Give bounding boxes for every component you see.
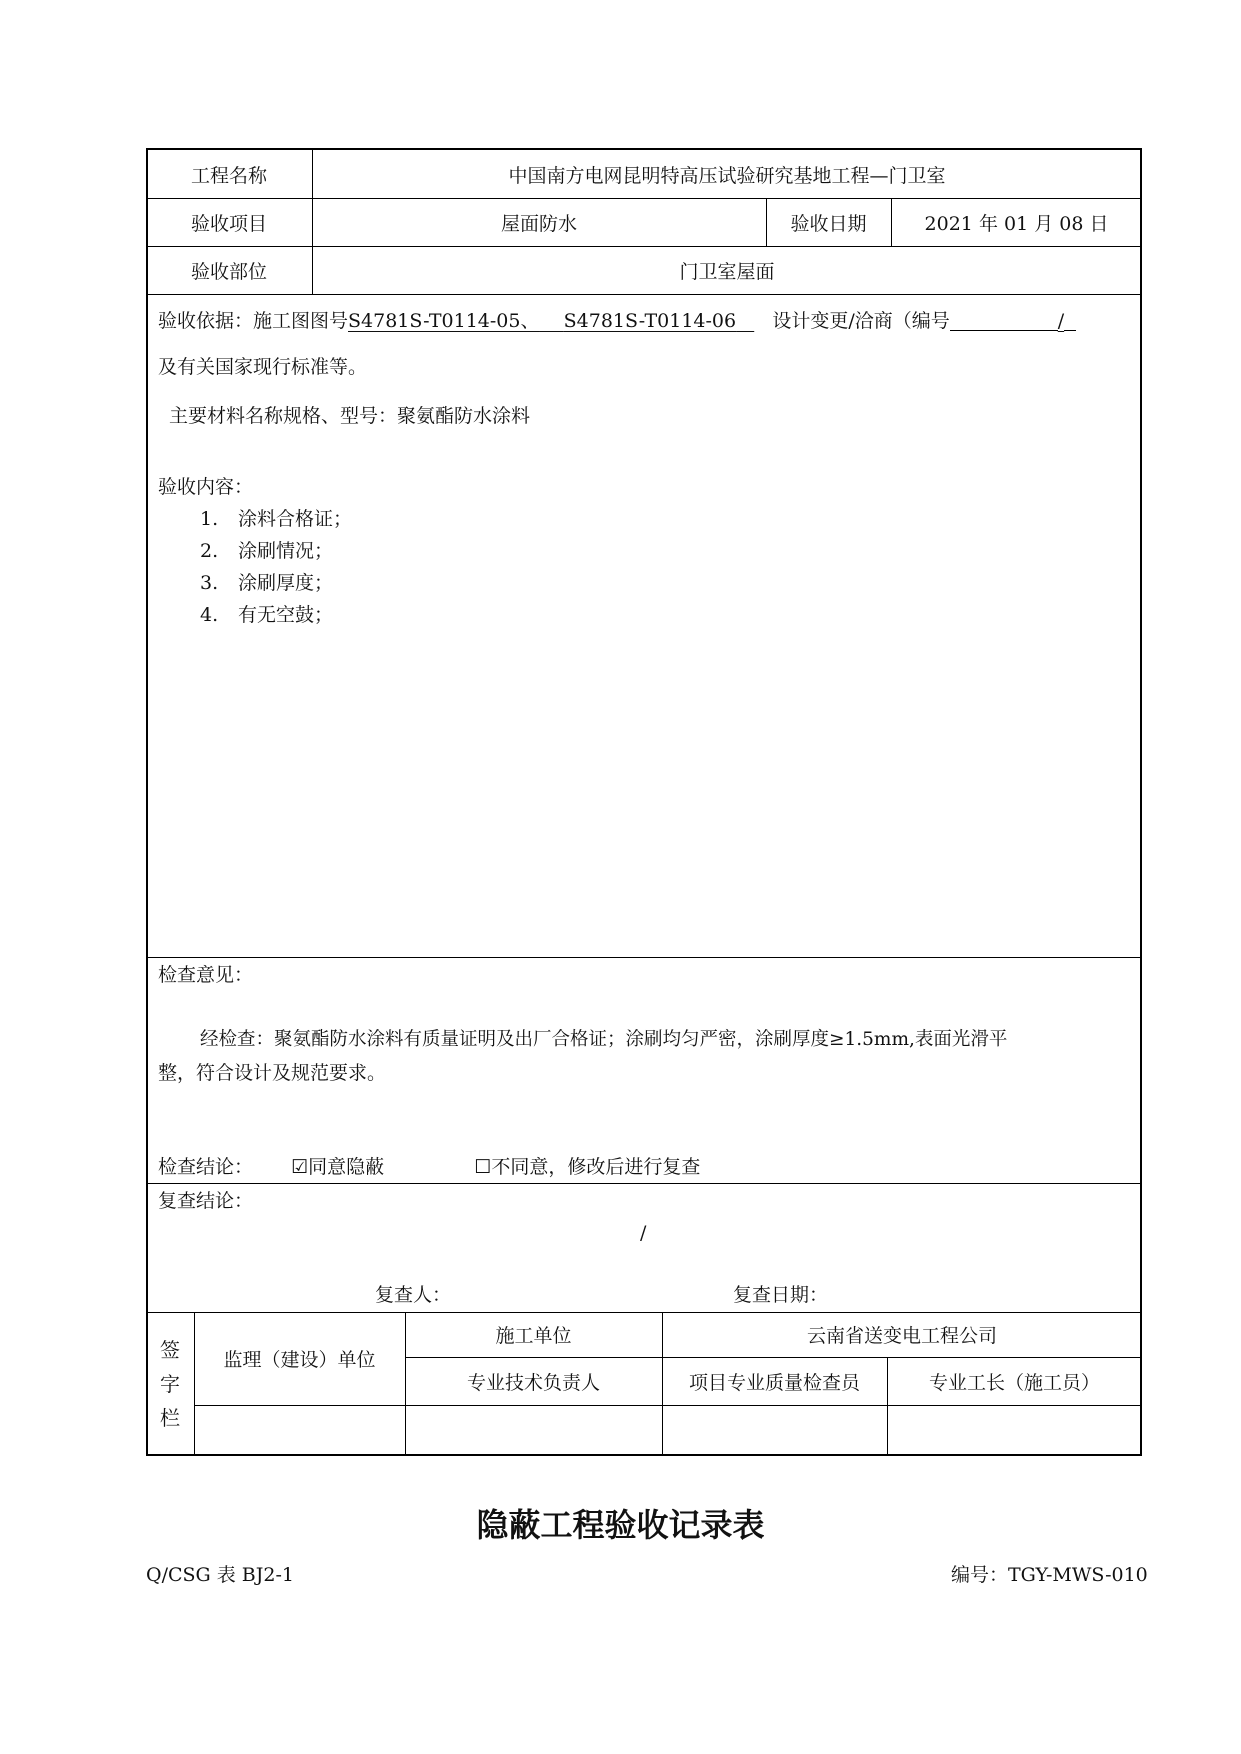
form-title: 隐蔽工程验收记录表 (476, 1506, 765, 1544)
row-divider (146, 294, 1142, 295)
project-name-value: 中国南方电网昆明特高压试验研究基地工程—门卫室 (508, 164, 946, 187)
review-date-label: 复查日期： (733, 1284, 829, 1306)
content-label: 验收内容： (158, 476, 254, 498)
date-label: 验收日期 (790, 212, 867, 235)
part-label: 验收部位 (190, 260, 267, 283)
date-value: 2021 年 01 月 08 日 (924, 212, 1109, 235)
list-item-text: 涂料合格证； (238, 508, 353, 530)
list-item (200, 606, 333, 625)
form-code: Q/CSG 表 BJ2-1 (146, 1564, 294, 1586)
qc-inspector-label: 项目专业质量检查员 (688, 1371, 860, 1394)
list-item (200, 542, 333, 561)
disagree-checkbox[interactable]: ☐ (474, 1156, 492, 1178)
list-item (200, 510, 352, 529)
review-value: / (640, 1222, 647, 1244)
agree-label: 同意隐蔽 (308, 1156, 385, 1178)
agree-checkbox[interactable]: ☑ (291, 1156, 309, 1178)
reviewer-label: 复查人： (375, 1284, 452, 1306)
record-table (146, 148, 1142, 1456)
design-change-label: 设计变更/洽商（编号 (772, 310, 950, 332)
drawing-number-1: S4781S-T0114-05、 (348, 310, 540, 332)
project-name-label: 工程名称 (190, 164, 267, 187)
list-item-text: 涂刷厚度； (238, 572, 334, 594)
basis-standards: 及有关国家现行标准等。 (158, 356, 368, 378)
item-label: 验收项目 (190, 212, 267, 235)
list-item-number: 3. (200, 572, 219, 594)
disagree-label: 不同意，修改后进行复查 (491, 1156, 701, 1178)
list-item (200, 574, 333, 593)
list-item-text: 有无空鼓； (238, 604, 334, 626)
foreman-label: 专业工长（施工员） (928, 1371, 1100, 1394)
list-item-text: 涂刷情况； (238, 540, 334, 562)
supervision-unit-label: 监理（建设）单位 (223, 1349, 376, 1371)
list-item-number: 4. (200, 604, 219, 626)
drawing-number-2: S4781S-T0114-06 (563, 310, 737, 332)
review-label: 复查结论： (158, 1190, 254, 1212)
item-value: 屋面防水 (500, 212, 577, 235)
contractor-label: 施工单位 (495, 1325, 572, 1347)
row-divider (146, 1183, 1142, 1184)
contractor-value: 云南省送变电工程公司 (806, 1325, 997, 1347)
inspection-text-line-1: 经检查：聚氨酯防水涂料有质量证明及出厂合格证；涂刷均匀严密，涂刷厚度≥1.5mm,表面光滑平 (200, 1029, 1008, 1050)
row-divider (146, 957, 1142, 958)
signature-side-label: 签 字 栏 (160, 1338, 180, 1430)
material-spec: 主要材料名称规格、型号：聚氨酯防水涂料 (169, 405, 531, 427)
list-item-number: 2. (200, 540, 219, 562)
design-change-value: / (1057, 310, 1065, 332)
basis-prefix: 验收依据：施工图图号 (158, 310, 349, 332)
inspection-conclusion (158, 1158, 700, 1177)
inspection-label: 检查意见： (158, 964, 254, 986)
inspection-text-line-2: 整，符合设计及规范要求。 (158, 1062, 387, 1084)
list-item-number: 1. (200, 508, 219, 530)
basis-line (158, 310, 1076, 331)
serial-number: 编号：TGY-MWS-010 (951, 1564, 1148, 1586)
part-value: 门卫室屋面 (679, 260, 775, 283)
tech-lead-label: 专业技术负责人 (466, 1371, 600, 1394)
conclusion-label: 检查结论： (158, 1156, 254, 1178)
row-divider (194, 1405, 1142, 1406)
